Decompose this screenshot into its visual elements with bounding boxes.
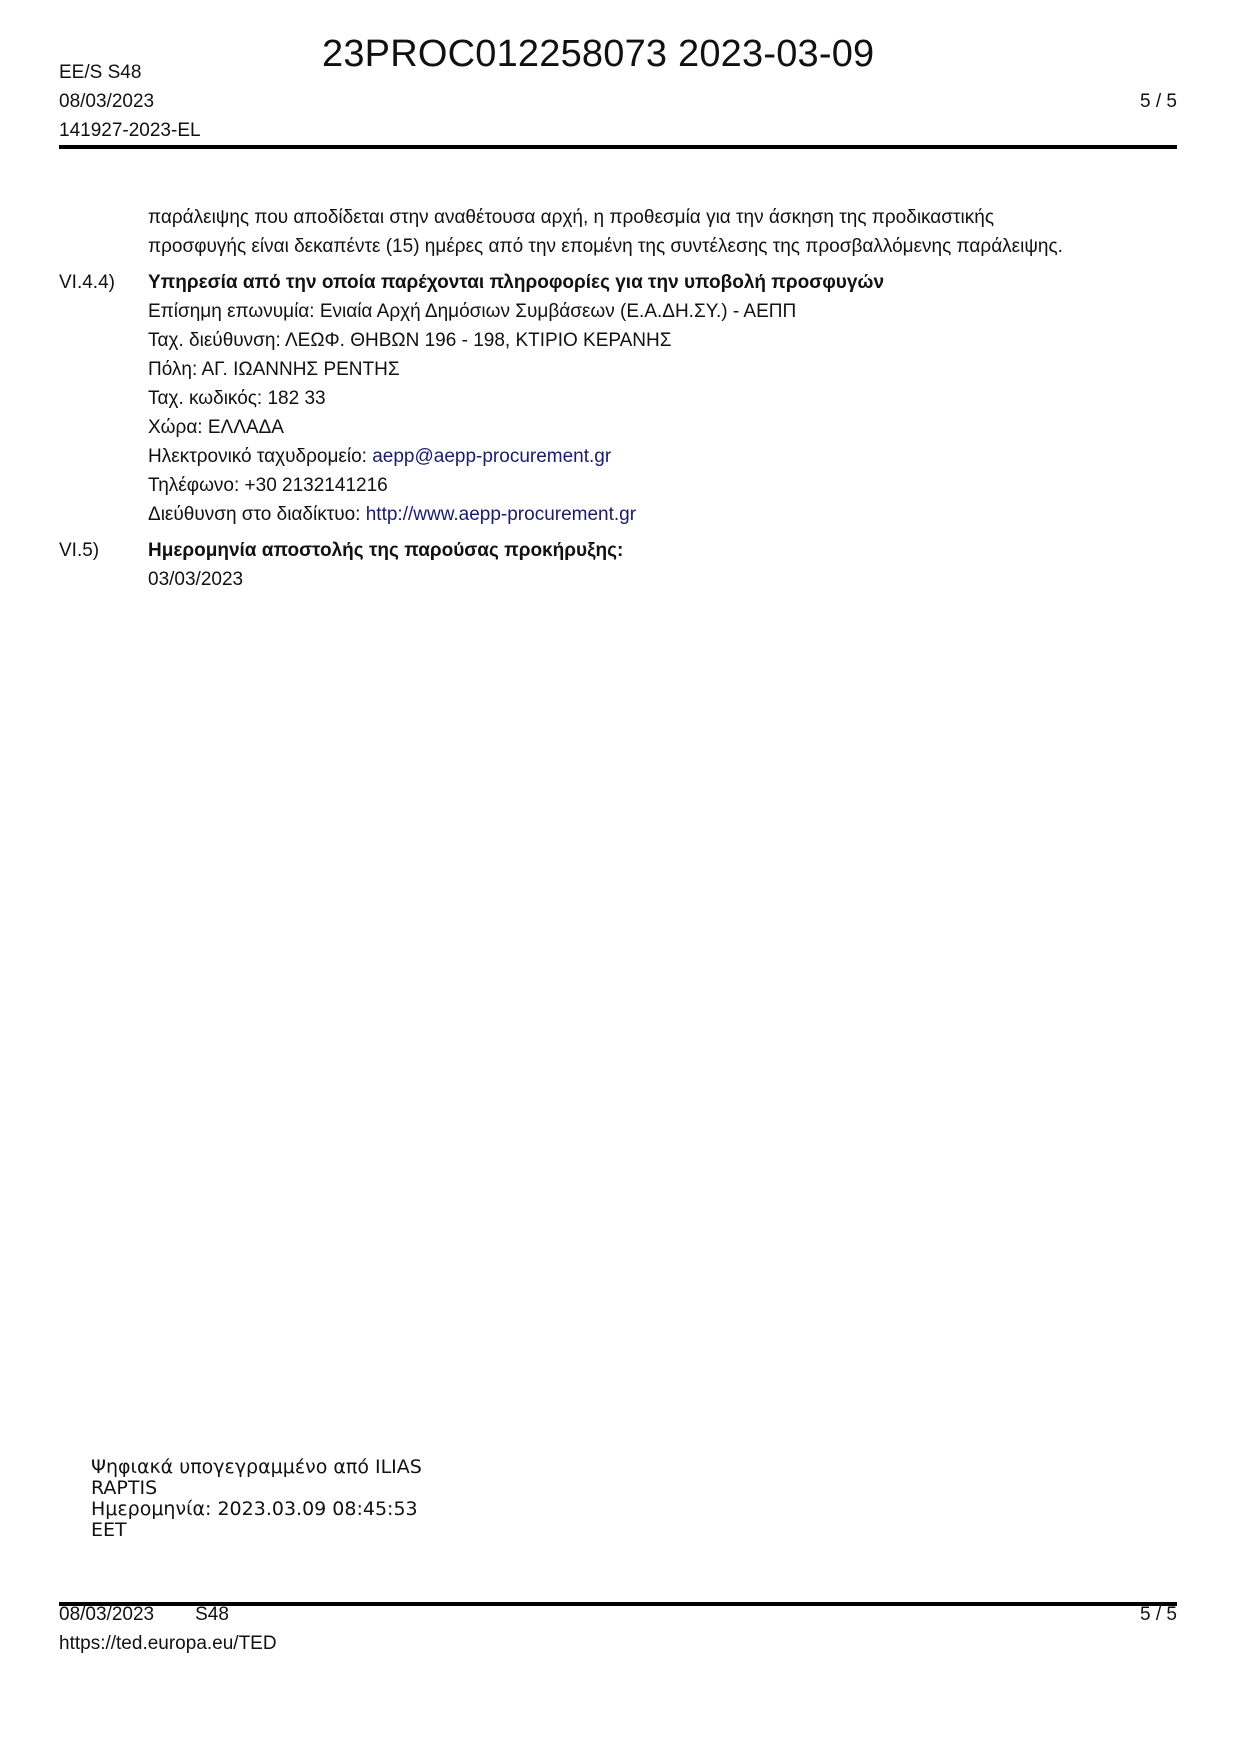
section-number: VI.5) [59, 540, 100, 561]
header-divider [59, 145, 1177, 149]
signature-line: RAPTIS [91, 1477, 158, 1499]
website-row [148, 500, 1179, 529]
email-row [148, 442, 1179, 471]
continuation-line: προσφυγής είναι δεκαπέντε (15) ημέρες από την επομένη της συντέλεσης της προσβαλλόμενης παράλειψης. [148, 236, 1063, 257]
official-name: Επίσημη επωνυμία: Ενιαία Αρχή Δημόσιων Συμβάσεων (Ε.Α.ΔΗ.ΣΥ.) - ΑΕΠΠ [148, 301, 797, 322]
section-number: VI.4.4) [59, 272, 115, 293]
phone: Τηλέφωνο: +30 2132141216 [148, 475, 388, 496]
continuation-paragraph [59, 203, 1179, 261]
header-date: 08/03/2023 [59, 91, 155, 112]
section-title: Ημερομηνία αποστολής της παρούσας προκήρυξης: [148, 540, 624, 561]
footer-meta [59, 1600, 277, 1658]
signature-line: Ψηφιακά υπογεγραμμένο από ILIAS [91, 1456, 422, 1478]
digital-signature [91, 1457, 422, 1541]
page-indicator-top: 5 / 5 [1140, 91, 1177, 112]
city: Πόλη: ΑΓ. ΙΩΑΝΝΗΣ ΡΕΝΤΗΣ [148, 359, 400, 380]
website-link[interactable]: http://www.aepp-procurement.gr [365, 504, 637, 525]
series-label: EE/S S48 [59, 62, 142, 83]
section-vi-5 [59, 536, 1179, 594]
section-title: Υπηρεσία από την οποία παρέχονται πληροφορίες για την υποβολή προσφυγών [148, 272, 885, 293]
page-indicator-bottom: 5 / 5 [1140, 1604, 1177, 1625]
footer-series: S48 [195, 1604, 229, 1625]
continuation-line: παράλειψης που αποδίδεται στην αναθέτουσα αρχή, η προθεσμία για την άσκηση της προδικαστικής [148, 207, 994, 228]
section-vi-4-4 [59, 268, 1179, 529]
postal-address: Ταχ. διεύθυνση: ΛΕΩΦ. ΘΗΒΩΝ 196 - 198, ΚΤΙΡΙΟ ΚΕΡΑΝΗΣ [148, 330, 672, 351]
website-label: Διεύθυνση στο διαδίκτυο: [148, 504, 366, 525]
document-id: 23PROC012258073 2023-03-09 [322, 33, 875, 75]
footer-url: https://ted.europa.eu/TED [59, 1633, 277, 1654]
signature-line: EET [91, 1519, 127, 1541]
email-label: Ηλεκτρονικό ταχυδρομείο: [148, 446, 373, 467]
notice-number: 141927-2023-EL [59, 120, 201, 141]
header-meta [59, 58, 201, 145]
dispatch-date: 03/03/2023 [148, 569, 244, 590]
postal-code: Ταχ. κωδικός: 182 33 [148, 388, 326, 409]
country: Χώρα: ΕΛΛΑΔΑ [148, 417, 284, 438]
email-link[interactable]: aepp@aepp-procurement.gr [372, 446, 612, 467]
signature-line: Ημερομηνία: 2023.03.09 08:45:53 [91, 1498, 418, 1520]
footer-date: 08/03/2023 [59, 1604, 155, 1625]
